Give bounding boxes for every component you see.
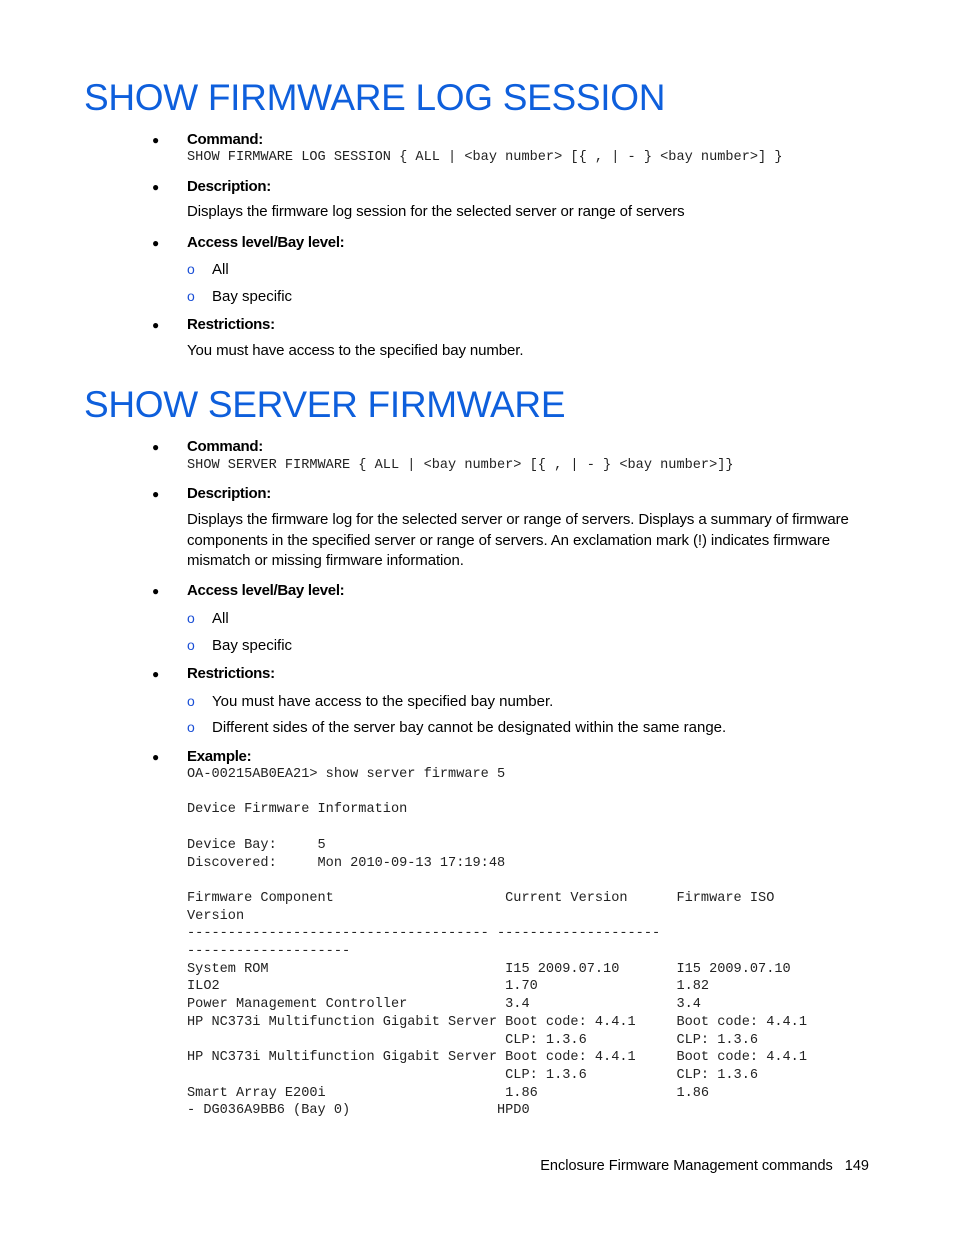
access-item: o Bay specific xyxy=(187,288,293,305)
bullet-icon: ● xyxy=(152,584,160,598)
section-title-firmware-log-session: SHOW FIRMWARE LOG SESSION xyxy=(84,77,666,118)
bullet-icon: ● xyxy=(152,667,160,681)
bullet-icon: ● xyxy=(152,180,160,194)
section-title-show-server-firmware: SHOW SERVER FIRMWARE xyxy=(84,384,566,425)
circle-bullet-icon: o xyxy=(187,693,195,709)
command-label: Command: xyxy=(187,438,263,455)
restriction-item: o Different sides of the server bay cannot be designated within the same range. xyxy=(187,719,727,736)
bullet-icon: ● xyxy=(152,236,160,250)
access-item: o Bay specific xyxy=(187,637,293,654)
command-label: Command: xyxy=(187,131,263,148)
description-text: Displays the firmware log session for the selected server or range of servers xyxy=(187,203,685,220)
access-level-label: Access level/Bay level: xyxy=(187,582,345,599)
circle-bullet-icon: o xyxy=(187,261,195,277)
restriction-item: o You must have access to the specified bay number. xyxy=(187,693,554,710)
footer-chapter: Enclosure Firmware Management commands xyxy=(540,1158,833,1174)
restrictions-label: Restrictions: xyxy=(187,316,275,333)
restrictions-label: Restrictions: xyxy=(187,665,275,682)
bullet-icon: ● xyxy=(152,440,160,454)
command-syntax: SHOW SERVER FIRMWARE { ALL | <bay number> [{ , | - } <bay number>]} xyxy=(187,458,734,473)
circle-bullet-icon: o xyxy=(187,637,195,653)
bullet-icon: ● xyxy=(152,487,160,501)
description-line: components in the specified server or range of servers. An exclamation mark (!) indicates firmware xyxy=(187,531,830,549)
example-output: OA-00215AB0EA21> show server firmware 5 Device Firmware Information Device Bay: 5 Discovered: Mon 2010-09-13 17:19:48 Firmware Component Current Version Firmware ISO Version ------------------------------------- -------------------- -------------------- System ROM I15 2009.07.10 I15 2009.07.10 ILO2 1.70 1.82 Power Management Controller 3.4 3.4 HP NC373i Multifunction Gigabit Server Boot code: 4.4.1 Boot code: 4.4.1 CLP: 1.3.6 CLP: 1.3.6 HP NC373i Multifunction Gigabit Server Boot code: 4.4.1 Boot code: 4.4.1 CLP: 1.3.6 CLP: 1.3.6 Smart Array E200i 1.86 1.86 - DG036A9BB6 (Bay 0) HPD0 xyxy=(187,767,807,1119)
access-item: o All xyxy=(187,261,229,278)
description-label: Description: xyxy=(187,485,271,502)
circle-bullet-icon: o xyxy=(187,288,195,304)
access-level-label: Access level/Bay level: xyxy=(187,234,345,251)
description-line: Displays the firmware log for the selected server or range of servers. Displays a summary of firmware xyxy=(187,511,849,528)
circle-bullet-icon: o xyxy=(187,610,195,626)
restrictions-text: You must have access to the specified bay number. xyxy=(187,342,524,359)
bullet-icon: ● xyxy=(152,750,160,764)
access-item: o All xyxy=(187,610,229,627)
bullet-icon: ● xyxy=(152,318,160,332)
bullet-icon: ● xyxy=(152,133,160,147)
example-label: Example: xyxy=(187,748,252,765)
description-line: mismatch or missing firmware information. xyxy=(187,552,464,569)
circle-bullet-icon: o xyxy=(187,719,195,735)
page-number: 149 xyxy=(844,1158,869,1174)
description-label: Description: xyxy=(187,178,271,195)
page-footer xyxy=(528,1158,869,1174)
command-syntax: SHOW FIRMWARE LOG SESSION { ALL | <bay number> [{ , | - } <bay number>] } xyxy=(187,150,783,165)
